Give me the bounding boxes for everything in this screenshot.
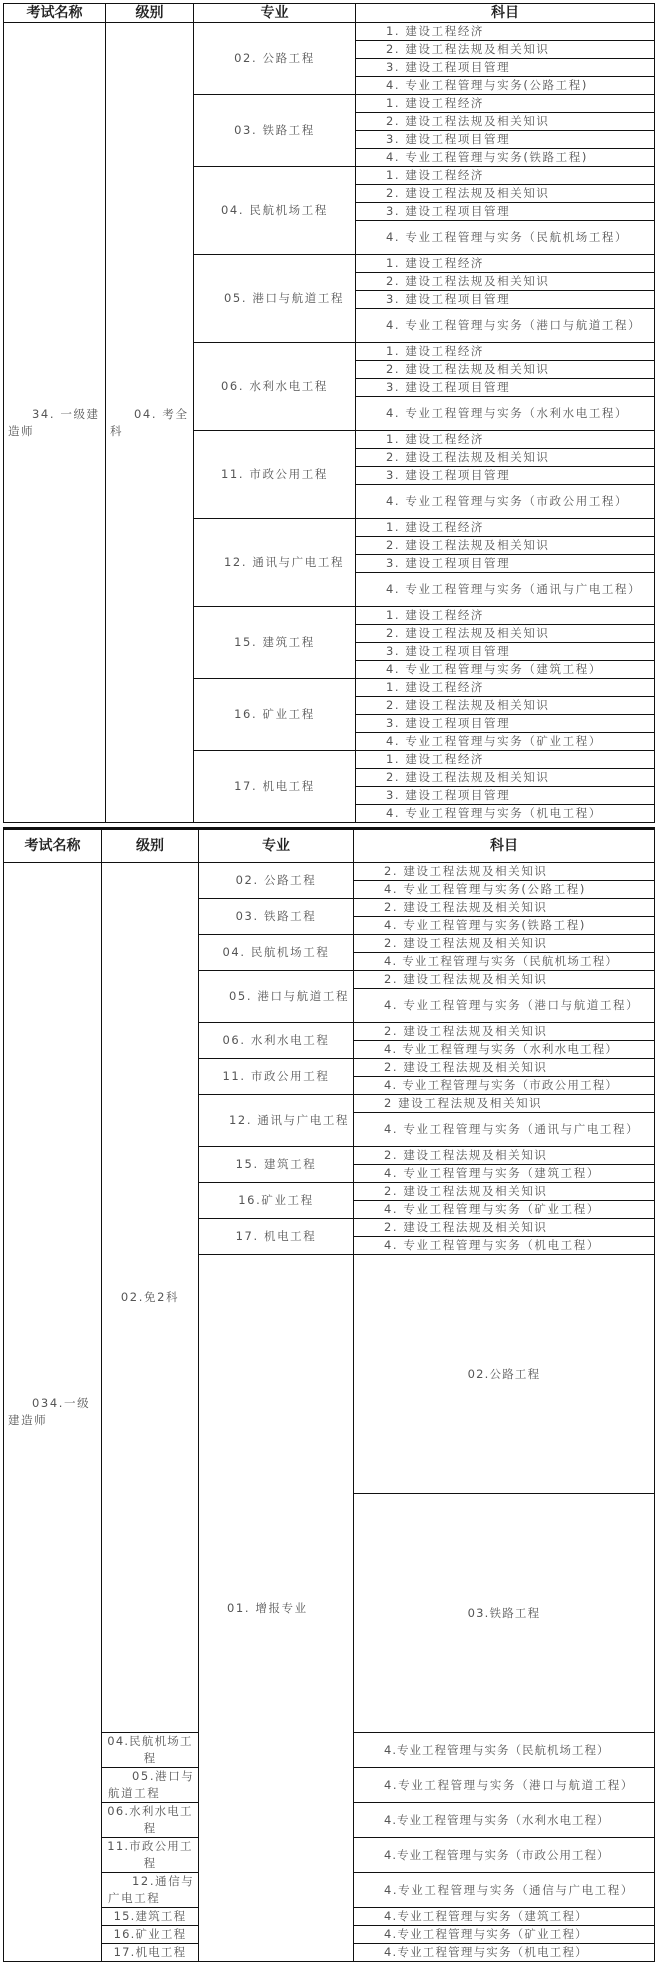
header-major: 专业 — [194, 4, 356, 23]
subject-cell: 4. 专业工程管理与实务（矿业工程） — [356, 733, 655, 751]
subject-cell: 4.专业工程管理与实务（通信与广电工程） — [354, 1873, 655, 1908]
major-cell: 04. 民航机场工程 — [194, 167, 356, 255]
subject-cell: 4. 专业工程管理与实务（市政公用工程） — [354, 1077, 655, 1095]
header-exam-name — [4, 829, 102, 863]
subject-cell: 2. 建设工程法规及相关知识 — [356, 769, 655, 787]
major-cell: 17. 机电工程 — [194, 751, 356, 823]
subject-cell: 2 建设工程法规及相关知识 — [354, 1095, 655, 1113]
subject-cell: 3. 建设工程项目管理 — [356, 715, 655, 733]
subject-cell: 2. 建设工程法规及相关知识 — [354, 971, 655, 989]
subject-cell: 4. 专业工程管理与实务（水利水电工程） — [356, 397, 655, 431]
subject-cell: 2. 建设工程法规及相关知识 — [354, 1183, 655, 1201]
major-cell: 11. 市政公用工程 — [194, 431, 356, 519]
subject-cell: 3. 建设工程项目管理 — [356, 555, 655, 573]
subject-cell: 2. 建设工程法规及相关知识 — [354, 1023, 655, 1041]
level-cell: 04. 考全科 — [106, 23, 194, 823]
subject-cell: 1. 建设工程经济 — [356, 255, 655, 273]
subject-cell: 4. 专业工程管理与实务（机电工程） — [356, 805, 655, 823]
subject-cell: 2. 建设工程法规及相关知识 — [354, 1059, 655, 1077]
major-cell: 04. 民航机场工程 — [199, 935, 354, 971]
subject-cell: 3. 建设工程项目管理 — [356, 59, 655, 77]
major-cell: 11.市政公用工程 — [102, 1838, 199, 1873]
major-cell: 17. 机电工程 — [199, 1219, 354, 1255]
subject-cell: 2. 建设工程法规及相关知识 — [354, 863, 655, 881]
subject-cell: 4. 专业工程管理与实务（民航机场工程） — [356, 221, 655, 255]
major-cell: 12. 通讯与广电工程 — [199, 1095, 354, 1147]
subject-cell: 4.专业工程管理与实务（市政公用工程） — [354, 1838, 655, 1873]
subject-cell: 3. 建设工程项目管理 — [356, 131, 655, 149]
header-exam-name-text: 考试名称 — [24, 838, 81, 854]
major-cell: 06. 水利水电工程 — [194, 343, 356, 431]
subject-cell: 4.专业工程管理与实务（水利水电工程） — [354, 1803, 655, 1838]
table-header-row — [4, 829, 655, 863]
header-exam-name: 考试名称 — [4, 4, 106, 23]
subject-cell: 2. 建设工程法规及相关知识 — [356, 449, 655, 467]
major-cell: 16. 矿业工程 — [194, 679, 356, 751]
subject-cell: 2. 建设工程法规及相关知识 — [356, 113, 655, 131]
subject-cell: 2. 建设工程法规及相关知识 — [354, 1219, 655, 1237]
subject-cell: 4. 专业工程管理与实务（通讯与广电工程） — [354, 1113, 655, 1147]
subject-cell: 4. 专业工程管理与实务(公路工程) — [356, 77, 655, 95]
major-cell: 06. 水利水电工程 — [199, 1023, 354, 1059]
table-row — [4, 23, 655, 41]
major-cell: 15. 建筑工程 — [199, 1147, 354, 1183]
subject-cell: 4. 专业工程管理与实务（建筑工程） — [354, 1165, 655, 1183]
major-cell: 12.通信与广电工程 — [102, 1873, 199, 1908]
major-cell: 02. 公路工程 — [199, 863, 354, 899]
subject-cell: 2. 建设工程法规及相关知识 — [354, 935, 655, 953]
subject-cell: 4. 专业工程管理与实务（市政公用工程） — [356, 485, 655, 519]
subject-cell: 1. 建设工程经济 — [356, 95, 655, 113]
major-cell: 03. 铁路工程 — [199, 899, 354, 935]
subject-cell: 2. 建设工程法规及相关知识 — [354, 1147, 655, 1165]
major-cell: 15.建筑工程 — [102, 1908, 199, 1926]
subject-cell: 3. 建设工程项目管理 — [356, 291, 655, 309]
major-cell: 05. 港口与航道工程 — [199, 971, 354, 1023]
major-cell: 02.公路工程 — [354, 1255, 655, 1494]
subject-cell: 3. 建设工程项目管理 — [356, 787, 655, 805]
subject-cell: 2. 建设工程法规及相关知识 — [356, 697, 655, 715]
subject-cell: 3. 建设工程项目管理 — [356, 643, 655, 661]
table-header-row — [4, 4, 655, 23]
exam-name-cell: 34. 一级建造师 — [4, 23, 106, 823]
major-cell: 15. 建筑工程 — [194, 607, 356, 679]
major-cell: 03.铁路工程 — [354, 1494, 655, 1733]
subject-cell: 4. 专业工程管理与实务（通讯与广电工程） — [356, 573, 655, 607]
level-cell: 02.免2科 — [102, 863, 199, 1733]
major-cell: 05.港口与航道工程 — [102, 1768, 199, 1803]
exam-name-cell: 034.一级建造师 — [4, 863, 102, 1962]
subject-cell: 4.专业工程管理与实务（机电工程） — [354, 1944, 655, 1962]
exam-table-exempt — [3, 827, 655, 1962]
header-subject: 科目 — [356, 4, 655, 23]
header-level: 级别 — [102, 829, 199, 863]
subject-cell: 4. 专业工程管理与实务(公路工程) — [354, 881, 655, 899]
subject-cell: 2. 建设工程法规及相关知识 — [356, 625, 655, 643]
major-cell: 05. 港口与航道工程 — [194, 255, 356, 343]
major-cell: 16.矿业工程 — [102, 1926, 199, 1944]
subject-cell: 1. 建设工程经济 — [356, 607, 655, 625]
major-cell: 04.民航机场工程 — [102, 1733, 199, 1768]
subject-cell: 4. 专业工程管理与实务（港口与航道工程） — [356, 309, 655, 343]
subject-cell: 4. 专业工程管理与实务（港口与航道工程） — [354, 989, 655, 1023]
subject-cell: 4. 专业工程管理与实务（机电工程） — [354, 1237, 655, 1255]
subject-cell: 4. 专业工程管理与实务(铁路工程) — [354, 917, 655, 935]
subject-cell: 2. 建设工程法规及相关知识 — [354, 899, 655, 917]
subject-cell: 4.专业工程管理与实务（矿业工程） — [354, 1926, 655, 1944]
subject-cell: 1. 建设工程经济 — [356, 23, 655, 41]
subject-cell: 1. 建设工程经济 — [356, 519, 655, 537]
subject-cell: 1. 建设工程经济 — [356, 431, 655, 449]
major-cell: 11. 市政公用工程 — [199, 1059, 354, 1095]
subject-cell: 3. 建设工程项目管理 — [356, 203, 655, 221]
subject-cell: 1. 建设工程经济 — [356, 343, 655, 361]
subject-cell: 4.专业工程管理与实务（港口与航道工程） — [354, 1768, 655, 1803]
subject-cell: 3. 建设工程项目管理 — [356, 467, 655, 485]
subject-cell: 4. 专业工程管理与实务（建筑工程） — [356, 661, 655, 679]
subject-cell: 4. 专业工程管理与实务（矿业工程） — [354, 1201, 655, 1219]
major-cell: 16.矿业工程 — [199, 1183, 354, 1219]
subject-cell: 1. 建设工程经济 — [356, 679, 655, 697]
exam-table-full — [3, 3, 655, 823]
major-cell: 06.水利水电工程 — [102, 1803, 199, 1838]
table-row — [4, 863, 655, 881]
subject-cell: 2. 建设工程法规及相关知识 — [356, 41, 655, 59]
subject-cell: 4. 专业工程管理与实务(铁路工程) — [356, 149, 655, 167]
level-cell: 01. 增报专业 — [199, 1255, 354, 1962]
major-cell: 12. 通讯与广电工程 — [194, 519, 356, 607]
subject-cell: 1. 建设工程经济 — [356, 167, 655, 185]
major-cell: 02. 公路工程 — [194, 23, 356, 95]
major-cell: 03. 铁路工程 — [194, 95, 356, 167]
header-major: 专业 — [199, 829, 354, 863]
subject-cell: 4.专业工程管理与实务（建筑工程） — [354, 1908, 655, 1926]
subject-cell: 2. 建设工程法规及相关知识 — [356, 537, 655, 555]
subject-cell: 4. 专业工程管理与实务（水利水电工程） — [354, 1041, 655, 1059]
header-subject: 科目 — [354, 829, 655, 863]
subject-cell: 4.专业工程管理与实务（民航机场工程） — [354, 1733, 655, 1768]
header-level: 级别 — [106, 4, 194, 23]
subject-cell: 2. 建设工程法规及相关知识 — [356, 273, 655, 291]
subject-cell: 1. 建设工程经济 — [356, 751, 655, 769]
subject-cell: 2. 建设工程法规及相关知识 — [356, 361, 655, 379]
subject-cell: 2. 建设工程法规及相关知识 — [356, 185, 655, 203]
subject-cell: 3. 建设工程项目管理 — [356, 379, 655, 397]
subject-cell: 4. 专业工程管理与实务（民航机场工程） — [354, 953, 655, 971]
major-cell: 17.机电工程 — [102, 1944, 199, 1962]
